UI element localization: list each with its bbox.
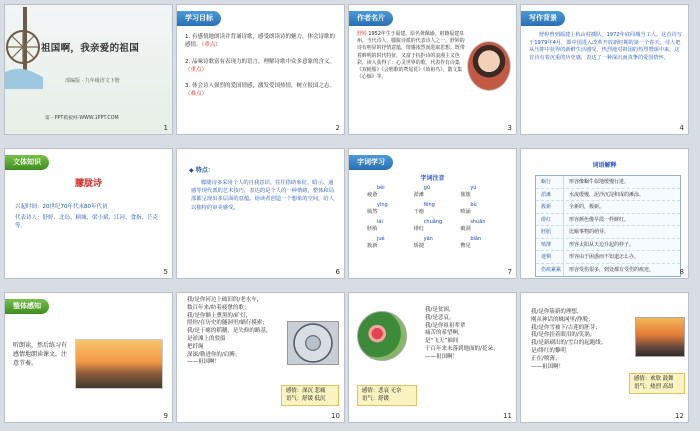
word-item: gǔ 淤滩 — [413, 185, 430, 198]
slide-thumbnail-3[interactable] — [348, 4, 517, 135]
word-item: bèi 疲惫 — [367, 185, 385, 198]
emotion-box: 感情：悲哀 无奈 语气：舒缓 — [357, 385, 417, 406]
vocab-heading: 词语解释 — [592, 162, 617, 169]
vocab-row: 喷薄 形容太阳从天边升起的样子。 — [536, 239, 680, 252]
section-tag: 文体知识 — [5, 155, 49, 170]
vocab-row: 淤滩 水流缓慢，泥沙沉淀积成的滩涂。 — [536, 189, 680, 202]
poem-stanza-3: 我/是你簇新的理想， 刚从神话的蛛网里/挣脱； 我/是你雪被下/古莲的胚芽； 我/是你挂着眼泪的/笑涡； 我/是新刷出的/雪白的起跑线； 是/绯红的黎明 正在/喷薄； ——祖国啊！ — [531, 309, 607, 370]
features-text: 朦胧诗多采用个人的自我意识，往往借助象征、暗示、通感等现代派的艺术技巧，表达的是个人的一种情绪，整体和局部都呈现出多层面的意蕴。给读者创造一个想象的空间，给人以独特的审美感受。 — [191, 180, 335, 211]
word-item: biǎn 瞥见 — [460, 236, 482, 249]
slide-number: 5 — [163, 268, 168, 276]
slide-number: 9 — [163, 412, 168, 420]
slide-thumbnail-8[interactable] — [520, 148, 689, 279]
vocab-row: 迷惘 形容由于困惑而不知道怎么办。 — [536, 251, 680, 264]
word-item: lái 胚胎 — [367, 219, 383, 232]
slide-thumbnail-7[interactable] — [348, 148, 517, 279]
slide-number: 10 — [331, 412, 340, 420]
slide-thumbnail-6[interactable] — [176, 148, 345, 279]
genre-heading: 朦胧诗 — [74, 179, 102, 189]
flower-photo — [357, 311, 407, 361]
author-bio: 舒婷 1952年生于福建。原名龚佩瑜，祖籍福建泉州。当代诗人，朦胧诗派的代表诗人之一。舒婷的诗有明显的抒情意蕴，情感浓烈而进取思想。既带着鲜明的时代特征，又富于抗拒诗的浪漫主义色彩，读人获得了：心灵世界的歌。代表作有诗集《双桅船》《会唱歌的鸢尾花》《始祖鸟》，散文集《心烟》等。 — [357, 31, 465, 81]
vocab-row: 绯红 形容颜色像早霞一样鲜红。 — [536, 214, 680, 227]
slide-number: 2 — [335, 124, 340, 132]
water-wheel-illustration — [5, 7, 43, 89]
word-item: yú 簇簇 — [460, 185, 477, 198]
slide-number: 8 — [679, 268, 684, 276]
slide-number: 4 — [679, 124, 684, 132]
word-item: bù 喷涌 — [460, 202, 477, 215]
vocab-row: 伤痕累累 形容受伤很多，到处都有受伤的痕迹。 — [536, 264, 680, 277]
slide1-title: 祖国啊，我亲爱的祖国 — [41, 43, 140, 54]
slide-thumbnail-2[interactable] — [176, 4, 345, 135]
section-tag: 学习目标 — [177, 11, 221, 26]
slide-thumbnail-5[interactable] — [4, 148, 173, 279]
poem-stanza-1: 我/是你河边上破旧的/老水车， 数百年来/纺着疲惫的歌； 我/是你额上熏黑的/矿灯， 照你/在历史的隧洞里/蜗行摸索； 我/是干瘪的稻穗，是失修的路基， 是淤滩上的驳船 把纤绳 深深/勒进你的/肩膊； ——祖国啊！ — [187, 297, 272, 366]
word-item: jué 簇新 — [367, 236, 385, 249]
emotion-box: 感情：深沉 悲痛 语气：舒缓 低沉 — [281, 385, 339, 406]
slide-thumbnail-10[interactable] — [176, 292, 345, 423]
slide-number: 1 — [163, 124, 168, 132]
goal-item-3: 3. 体会诗人强烈的爱国情感，激发爱国热情，树立报国之志。（难点） — [185, 83, 336, 97]
word-item: yīng 嫣然 — [367, 202, 388, 215]
section-tag: 作者名片 — [349, 11, 393, 26]
slide1-footer: 第一PPT模板网-WWW.1PPT.COM — [45, 116, 119, 121]
reading-instruction: 听朗读，然后练习有感情地朗读课文，注意节奏。 — [13, 342, 68, 367]
slide-number: 11 — [503, 412, 512, 420]
slide-number: 12 — [675, 412, 684, 420]
goal-item-2: 2. 品味诗歌富有表现力的语言，理解诗歌中众多意象的含义。（重点） — [185, 59, 336, 73]
representative-poets: 代表诗人：舒婷、北岛、顾城、梁小斌、江河、食指、芒克等。 — [15, 215, 159, 229]
slide1-author-line: 部编版 · 九年级语文下册 — [65, 78, 120, 84]
vocab-table — [535, 175, 681, 277]
pinyin-grid — [367, 185, 507, 250]
section-tag: 字词学习 — [349, 155, 393, 170]
water-wheel-photo — [287, 321, 339, 365]
emotion-box: 感情：欢欣 鼓舞 语气：热烈 高昂 — [629, 373, 685, 394]
vocab-row: 胚胎 比喻事物的萌芽。 — [536, 226, 680, 239]
slide-thumbnail-9[interactable] — [4, 292, 173, 423]
slide-thumbnail-1[interactable] — [4, 4, 173, 135]
goal-item-1: 1. 有感情地朗读并背诵诗歌，感受朗读诗的魅力，体会诗歌的感情。（重点） — [185, 34, 336, 48]
word-item: yān 矫捷 — [413, 236, 433, 249]
vocab-row: 簇新 全新的，极新。 — [536, 201, 680, 214]
word-item: fēng 干瘪 — [413, 202, 435, 215]
section-tag: 写作背景 — [521, 11, 565, 26]
vocab-row: 蜗行 形容像蜗牛似地缓慢行进。 — [536, 176, 680, 189]
slide-number: 7 — [507, 268, 512, 276]
section-tag: 整体感知 — [5, 299, 49, 314]
rise-time: 兴起时间：20世纪70年代末80年代初 — [15, 204, 108, 210]
slide-thumbnail-4[interactable] — [520, 4, 689, 135]
word-item: shuǎn 破洞 — [460, 219, 486, 232]
slide-thumbnail-12[interactable] — [520, 292, 689, 423]
background-text: 舒婷曾到福建上杭山村插队，1972年底回城当工人。这首诗写于1979年4月，即中国进入改革开放新时期的第一个春天。诗人把从压抑中获得的新鲜生活感受，热烈地对祖国的热烈赞颂中来。这首诗有着沉重的历史感，表达了一种深沉而真挚的爱国情怀。 — [529, 32, 682, 61]
features-label: ◆ 特点： — [189, 167, 214, 174]
pronunciation-heading: 字词注音 — [420, 175, 445, 182]
slide-number: 6 — [335, 268, 340, 276]
word-item: chuǎng 绯红 — [413, 219, 443, 232]
author-portrait — [467, 41, 511, 91]
slide-number: 3 — [507, 124, 512, 132]
poem-stanza-2: 我/是贫困， 我/是悲哀。 我/是你祖祖辈辈 痛苦的希望啊， 是“飞天”袖间 千百年来未落到地面的/花朵； ——祖国啊！ — [425, 307, 499, 360]
sunrise-photo — [635, 317, 685, 357]
slide-thumbnail-11[interactable] — [348, 292, 517, 423]
sunset-landscape-image — [75, 339, 163, 389]
